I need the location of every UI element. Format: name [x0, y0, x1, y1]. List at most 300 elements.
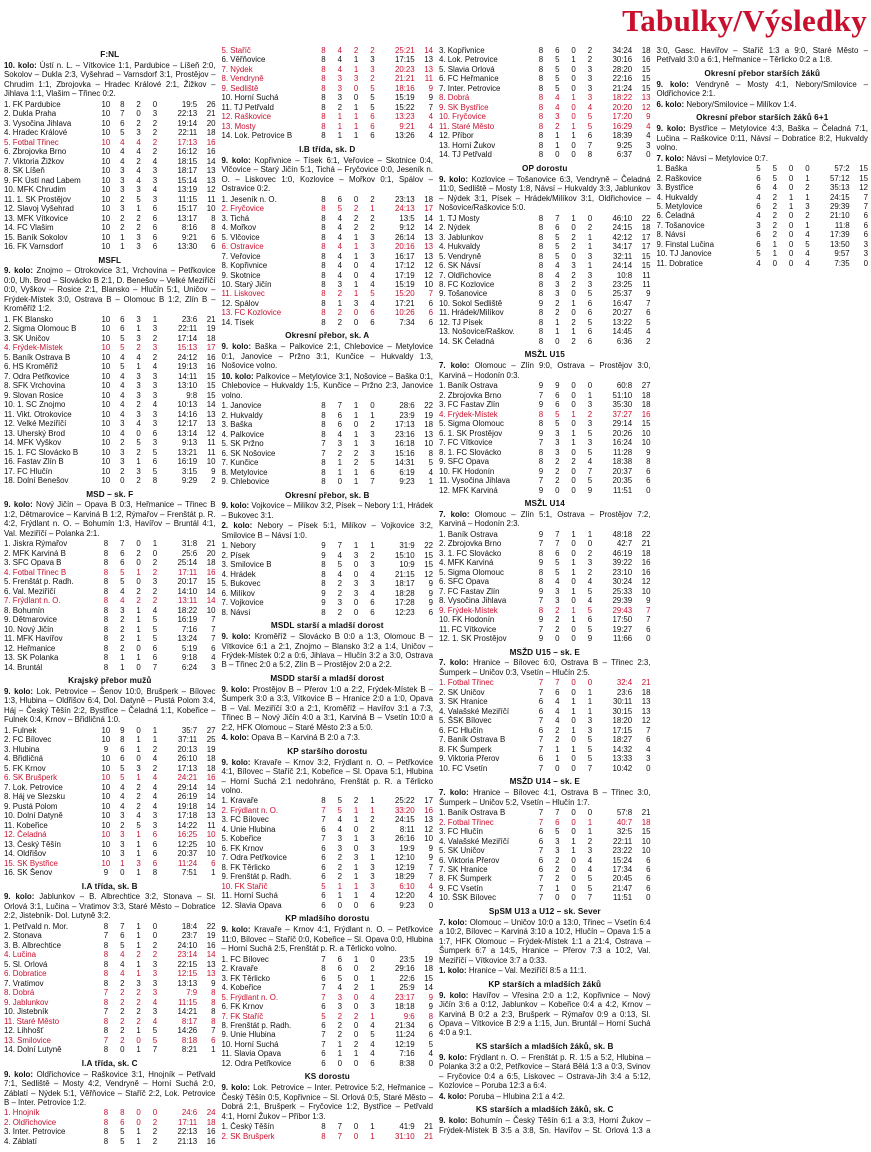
score: 11:8: [834, 220, 850, 230]
wins: 5: [772, 173, 777, 183]
wins: 4: [337, 429, 342, 439]
points: 16: [206, 1127, 216, 1137]
games: 9: [103, 868, 109, 878]
points: 12: [424, 569, 433, 579]
draws: 1: [353, 862, 359, 872]
draws: 3: [136, 858, 141, 868]
points: 6: [428, 1020, 433, 1030]
wins: 4: [120, 381, 125, 391]
team-name: 8. FK Šumperk: [439, 744, 492, 754]
points: 15: [859, 173, 868, 183]
table-row: [4, 754, 216, 763]
team-name: 3. FC Bílovec: [221, 815, 269, 825]
losses: 3: [587, 846, 593, 856]
wins: 4: [120, 428, 125, 438]
losses: 6: [370, 131, 375, 141]
losses: 3: [587, 400, 593, 410]
table-row: [439, 429, 651, 438]
team-name: 2. Fotbal Třinec: [439, 817, 494, 827]
losses: 0: [587, 381, 593, 391]
games: 10: [101, 849, 111, 859]
draws: 1: [353, 439, 359, 449]
wins: 1: [337, 458, 342, 468]
table-row: [439, 448, 651, 457]
games: 9: [538, 381, 544, 391]
results-text: Prostějov B – Přerov 1:0 a 2:2, Frýdek-Místek B – Šumperk 3:0 a 3:3, Vítkovice B – Hranice 2:0 a 1:0, Opava B – Val. Meziříčí 3:0 a 2:1, Kroměříž – Havířov 3:1 a 7:3, Třinec B – Nový Jičín 4:0 a 3:1, Karviná B – Vsetín 10:0 a 2:2, HFK Olomouc – Staré Město 2:3 a 5:0.: [221, 684, 434, 732]
team-name: 10. Dolní Datyně: [4, 811, 63, 821]
games: 8: [321, 83, 326, 93]
draws: 2: [136, 223, 141, 233]
wins: 1: [772, 239, 777, 249]
wins: 2: [555, 457, 560, 467]
losses: 2: [370, 223, 375, 233]
score: 20:16: [394, 242, 415, 252]
draws: 0: [788, 164, 794, 174]
losses: 5: [152, 1035, 158, 1045]
section-title: MSŽD U15 – sk. E: [509, 647, 580, 657]
wins: 5: [555, 74, 560, 84]
round-label: 1. kolo:: [439, 966, 467, 976]
round-results: [222, 758, 434, 796]
score: 3:15: [181, 466, 198, 476]
score: 24:15: [612, 223, 633, 233]
score: 34:17: [612, 242, 633, 252]
draws: 1: [136, 457, 141, 467]
games: 10: [101, 466, 111, 476]
losses: 5: [152, 615, 158, 625]
team-name: 11. 1. SK Prostějov: [4, 194, 71, 204]
wins: 4: [120, 586, 125, 596]
points: 16: [206, 773, 216, 783]
points: 13: [641, 697, 651, 707]
losses: 0: [587, 808, 593, 818]
points: 15: [641, 827, 651, 837]
losses: 2: [152, 352, 158, 362]
wins: 7: [120, 109, 125, 119]
losses: 6: [152, 839, 158, 849]
points: 7: [646, 725, 651, 735]
table-row: [439, 726, 651, 735]
points: 13: [424, 429, 433, 439]
round-label: 7. kolo:: [656, 153, 685, 163]
games: 6: [756, 230, 761, 240]
score: 6:37: [616, 150, 633, 160]
results-text: Vendryně – Mosty 4:1, Nebory/Smilovice – Oldřichovice 2:1.: [656, 79, 868, 99]
score: 17:19: [394, 270, 415, 280]
games: 10: [101, 109, 111, 119]
table-row: [439, 818, 651, 827]
wins: 4: [120, 801, 125, 811]
points: 17: [641, 242, 651, 252]
results-text: Hranice – Val. Meziříčí 8:5 a 11:1.: [466, 966, 587, 976]
points: 19: [424, 954, 433, 964]
standings-table: [222, 955, 434, 1069]
wins: 3: [120, 457, 125, 467]
team-name: 4. Hukvaldy: [439, 242, 481, 252]
games: 10: [101, 194, 111, 204]
draws: 0: [571, 855, 576, 865]
score: 22:11: [178, 324, 198, 334]
score: 14:21: [177, 1007, 198, 1017]
table-row: [222, 204, 434, 213]
points: 0: [646, 763, 651, 773]
score: 16:47: [612, 298, 633, 308]
losses: 1: [805, 220, 810, 230]
losses: 0: [152, 921, 158, 931]
score: 24:21: [177, 773, 198, 783]
table-row: [439, 697, 651, 706]
draws: 2: [571, 317, 576, 327]
wins: 4: [337, 824, 342, 834]
draws: 0: [353, 824, 359, 834]
section-title: KS starších a mladších žáků, sk. C: [475, 1105, 614, 1115]
points: 12: [859, 183, 868, 193]
table-row: [4, 391, 216, 400]
draws: 3: [136, 390, 141, 400]
draws: 1: [136, 567, 141, 577]
draws: 2: [353, 46, 359, 55]
score: 13:33: [612, 754, 633, 764]
table-row: [4, 859, 216, 868]
league-section: [222, 674, 434, 743]
points: 21: [206, 109, 216, 119]
draws: 1: [136, 615, 141, 625]
losses: 3: [152, 194, 158, 204]
points: 15: [206, 371, 216, 381]
team-name: 4. Mořkov: [221, 223, 257, 233]
standings-table: [439, 530, 651, 644]
points: 9: [428, 93, 433, 103]
points: 13: [424, 242, 433, 252]
losses: 2: [587, 836, 593, 846]
draws: 3: [136, 409, 141, 419]
points: 18: [206, 558, 216, 568]
losses: 0: [587, 678, 593, 688]
wins: 2: [120, 624, 125, 634]
losses: 2: [152, 147, 158, 157]
draws: 0: [136, 577, 141, 587]
losses: 3: [587, 725, 593, 735]
team-name: 9. Chlebovice: [221, 477, 270, 487]
table-row: [439, 65, 651, 74]
losses: 1: [370, 796, 375, 806]
team-name: 15. 1. FC Slovácko B: [4, 447, 79, 457]
team-name: 10. Jistebník: [4, 1007, 49, 1017]
losses: 3: [370, 55, 375, 65]
games: 8: [321, 796, 326, 806]
losses: 2: [587, 55, 593, 65]
losses: 6: [370, 1058, 375, 1068]
score: 10:42: [612, 763, 633, 773]
points: 1: [211, 868, 216, 878]
results-text: Opava B – Karviná B 2:0 a 7:3.: [249, 733, 361, 743]
score: 37:11: [178, 735, 198, 745]
score: 10:13: [177, 400, 198, 410]
table-row: [4, 840, 216, 849]
draws: 1: [353, 121, 359, 131]
wins: 6: [337, 420, 342, 430]
standings-table: [439, 678, 651, 773]
team-name: 2. Raškovice: [656, 173, 702, 183]
team-name: 18. Dolní Benešov: [4, 476, 69, 486]
draws: 1: [136, 868, 141, 878]
wins: 3: [120, 175, 125, 185]
table-row: [4, 587, 216, 596]
draws: 0: [571, 883, 576, 893]
games: 10: [101, 99, 111, 109]
games: 10: [101, 166, 111, 176]
table-row: [4, 821, 216, 830]
wins: 5: [337, 204, 342, 214]
team-name: 7. SK Hranice: [439, 865, 488, 874]
team-name: 2. Fryčovice: [221, 204, 265, 214]
team-name: 1. Janovice: [221, 401, 262, 411]
points: 16: [206, 940, 216, 950]
wins: 1: [120, 662, 125, 672]
draws: 0: [353, 560, 359, 570]
team-name: 10. TJ Janovice: [656, 249, 712, 259]
score: 34:24: [612, 46, 633, 55]
score: 18:4: [181, 921, 198, 931]
round-label: 9. kolo:: [4, 892, 35, 902]
points: 6: [863, 220, 868, 230]
score: 16:17: [394, 251, 415, 261]
wins: 3: [120, 849, 125, 859]
table-row: [4, 625, 216, 634]
team-name: 10. FK Hodonín: [439, 466, 495, 476]
draws: 1: [136, 204, 141, 214]
draws: 1: [353, 131, 359, 141]
draws: 0: [353, 1058, 359, 1068]
games: 9: [538, 485, 544, 495]
draws: 0: [571, 289, 576, 299]
table-row: [439, 587, 651, 596]
table-row: [222, 1012, 434, 1021]
draws: 1: [571, 697, 576, 707]
score: 14:10: [177, 586, 198, 596]
draws: 2: [136, 1007, 141, 1017]
team-name: 11. Horní Suchá: [221, 891, 278, 901]
draws: 0: [571, 64, 576, 74]
losses: 3: [370, 64, 375, 74]
team-name: 10. Horní Suchá: [221, 93, 279, 103]
score: 12:19: [394, 862, 415, 872]
draws: 2: [136, 782, 141, 792]
losses: 2: [370, 74, 375, 84]
points: 6: [428, 1030, 433, 1040]
games: 8: [321, 420, 326, 430]
team-name: 14. FC Vlašim: [4, 223, 54, 233]
wins: 3: [120, 830, 125, 840]
results-text: Olomouc – Uničov 10:0 a 13:0, Třinec – Vsetín 6:4 a 10:2, Bílovec – Karviná 3:10 a 10:2, Hlučín – Opava 1:5 a 1:7, HFK Olomouc – Frýdek-Místek 1:1 a 21:4, Ostrava – Šumperk 6:7 a 14:5, Hranice – Přerov 7:3 a 10:2, Val. Meziříčí – Vítkovice 3:7 a 0:33.: [439, 917, 651, 965]
round-results: [4, 500, 216, 538]
table-row: [439, 289, 651, 298]
team-name: 13. Český Těšín: [4, 839, 61, 849]
results-text: Bystřice – Metylovice 4:3, Baška – Čeladná 7:1, Lučina – Raškovice 0:11, Návsí – Dobratice 8:2, Hukvaldy volno.: [656, 124, 868, 153]
points: 12: [424, 270, 433, 280]
points: 9: [646, 289, 651, 299]
points: 4: [428, 121, 433, 131]
points: 7: [211, 615, 216, 625]
draws: 0: [571, 716, 576, 726]
score: 16:25: [177, 830, 198, 840]
points: 18: [641, 46, 651, 55]
team-name: 10. Sokol Sedliště: [439, 298, 503, 308]
team-name: 12. Čeladná: [4, 830, 47, 840]
draws: 0: [353, 261, 359, 271]
team-name: 8. Návsí: [656, 230, 686, 240]
losses: 2: [152, 137, 158, 147]
games: 5: [756, 249, 761, 259]
points: 8: [211, 997, 216, 1007]
draws: 2: [353, 448, 359, 458]
wins: 6: [120, 931, 125, 941]
table-row: [222, 55, 434, 64]
games: 8: [321, 194, 326, 204]
losses: 2: [587, 46, 593, 55]
games: 10: [101, 137, 111, 147]
draws: 0: [788, 258, 794, 268]
league-section: [4, 676, 216, 878]
draws: 2: [136, 950, 141, 960]
wins: 3: [555, 596, 560, 606]
draws: 0: [136, 754, 141, 764]
wins: 1: [555, 883, 560, 893]
games: 6: [538, 865, 544, 874]
games: 8: [538, 223, 544, 233]
team-name: 6. FC Heřmanice: [439, 74, 499, 84]
team-name: 11. Hrádek/Milíkov: [439, 308, 504, 318]
points: 14: [206, 596, 216, 606]
table-row: [439, 856, 651, 865]
points: 16: [641, 55, 651, 65]
score: 22:11: [178, 128, 198, 138]
score: 35:30: [612, 400, 633, 410]
score: 8:17: [181, 1016, 198, 1026]
draws: 0: [571, 419, 576, 429]
team-name: 12. Lihhošť: [4, 1026, 44, 1036]
table-row: [4, 419, 216, 428]
table-row: [222, 289, 434, 298]
points: 11: [642, 279, 651, 289]
losses: 1: [587, 697, 593, 707]
losses: 3: [152, 371, 158, 381]
points: 0: [646, 634, 651, 644]
score: 42:12: [612, 232, 633, 242]
team-name: 5. Bukovec: [221, 579, 261, 589]
wins: 2: [555, 624, 560, 634]
draws: 4: [136, 811, 141, 821]
draws: 2: [571, 457, 576, 467]
wins: 3: [337, 279, 342, 289]
draws: 1: [136, 605, 141, 615]
round-label: 10. kolo:: [4, 60, 37, 70]
losses: 1: [370, 204, 375, 214]
losses: 3: [587, 419, 593, 429]
draws: 0: [353, 598, 359, 608]
score: 14:31: [394, 458, 415, 468]
draws: 0: [571, 808, 576, 818]
round-label: 9. kolo:: [656, 79, 689, 89]
score: 20:45: [612, 874, 633, 884]
score: 29:16: [394, 964, 415, 974]
points: 5: [646, 317, 651, 327]
points: 14: [424, 983, 433, 993]
results-text: Návsí – Metylovice 0:7.: [684, 153, 768, 163]
draws: 0: [353, 973, 359, 983]
losses: 1: [587, 242, 593, 252]
draws: 0: [571, 548, 576, 558]
points: 16: [206, 137, 216, 147]
losses: 5: [587, 289, 593, 299]
draws: 4: [136, 147, 141, 157]
draws: 2: [571, 242, 576, 252]
score: 17:50: [612, 615, 633, 625]
table-row: [222, 608, 434, 617]
team-name: 4. Břidličná: [4, 754, 44, 764]
points: 11: [207, 820, 216, 830]
table-row: [439, 467, 651, 476]
losses: 0: [152, 1108, 158, 1118]
table-row: [439, 131, 651, 140]
losses: 5: [370, 83, 375, 93]
games: 6: [321, 843, 326, 853]
points: 26: [206, 99, 216, 109]
games: 10: [101, 242, 111, 252]
games: 8: [103, 1045, 109, 1055]
wins: 1: [337, 881, 342, 891]
round-label: 9. kolo:: [221, 155, 251, 165]
losses: 4: [152, 156, 158, 166]
draws: 1: [136, 735, 141, 745]
team-name: 12. Odra Petřkovice: [221, 1058, 292, 1068]
round-label: 4. kolo:: [221, 733, 250, 743]
losses: 1: [370, 1122, 375, 1132]
score: 24:13: [394, 204, 415, 214]
table-row: [4, 128, 216, 137]
draws: 0: [353, 1131, 359, 1141]
table-row: [439, 122, 651, 131]
wins: 2: [337, 579, 342, 589]
wins: 3: [555, 586, 560, 596]
wins: 2: [120, 1035, 125, 1045]
games: 10: [101, 409, 111, 419]
games: 6: [538, 725, 544, 735]
league-section: [222, 331, 434, 486]
table-row: [222, 570, 434, 579]
score: 7:34: [399, 317, 415, 327]
table-row: [4, 410, 216, 419]
wins: 1: [337, 298, 342, 308]
table-row: [439, 837, 651, 846]
table-row: [657, 221, 869, 230]
games: 7: [538, 596, 544, 606]
team-name: 8. Frenštát p. Radh.: [221, 1020, 292, 1030]
table-row: [222, 103, 434, 112]
games: 9: [538, 615, 544, 625]
losses: 4: [152, 362, 158, 372]
games: 7: [103, 931, 109, 941]
points: 11: [642, 270, 651, 280]
round-results: [4, 61, 216, 99]
draws: 2: [571, 270, 576, 280]
score: 28:20: [612, 64, 633, 74]
score: 16:18: [394, 439, 415, 449]
points: 15: [424, 973, 433, 983]
wins: 2: [120, 466, 125, 476]
table-row: [439, 549, 651, 558]
wins: 4: [555, 577, 560, 587]
